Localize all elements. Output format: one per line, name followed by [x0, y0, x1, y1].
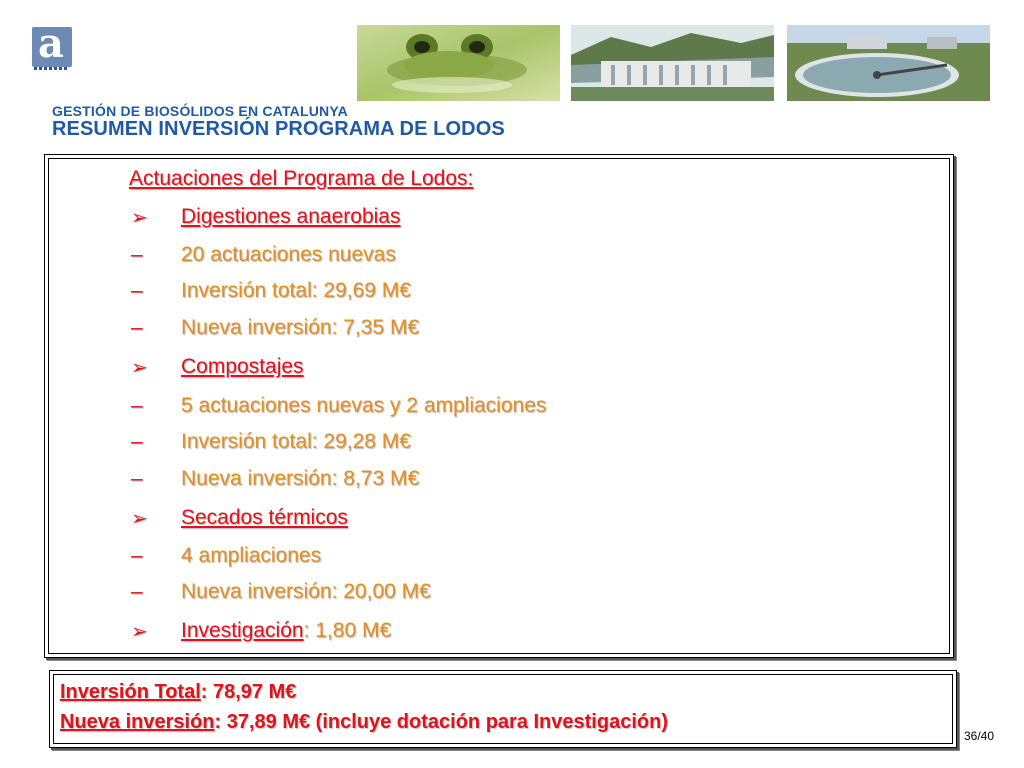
treatment-plant-photo: [787, 25, 990, 101]
section-title: Compostajes: [181, 355, 304, 378]
page-number: 36/40: [963, 729, 994, 743]
section-title: Digestiones anaerobias: [181, 205, 401, 228]
dash-bullet-icon: –: [131, 243, 143, 266]
list-item-text: Inversión total: 29,69 M€: [181, 279, 411, 302]
totals-box: [49, 670, 957, 748]
dash-bullet-icon: –: [131, 279, 143, 302]
slide-title: RESUMEN INVERSIÓN PROGRAMA DE LODOS: [52, 118, 505, 140]
company-logo: [32, 20, 74, 71]
new-investment-line: [60, 711, 668, 734]
section-title: Secados térmicos: [181, 506, 348, 529]
presentation-subtitle: GESTIÓN DE BIOSÓLIDOS EN CATALUNYA: [52, 103, 348, 119]
actions-heading: Actuaciones del Programa de Lodos:: [129, 167, 474, 190]
dam-photo: [571, 25, 774, 101]
arrow-bullet-icon: ➢: [131, 207, 148, 229]
total-investment-line: [60, 681, 296, 704]
investigacion-value: : 1,80 M€: [303, 619, 392, 642]
new-investment-label: Nueva inversión: [60, 711, 215, 733]
arrow-bullet-icon: ➢: [131, 621, 148, 643]
list-item-text: Nueva inversión: 20,00 M€: [181, 580, 431, 603]
list-item-text: 20 actuaciones nuevas: [181, 243, 396, 266]
logo-dots: [34, 67, 74, 71]
program-actions-box: [44, 154, 954, 658]
logo-letter: a: [38, 20, 64, 67]
logo-box: [32, 20, 72, 67]
arrow-bullet-icon: ➢: [131, 508, 148, 530]
list-item-text: Inversión total: 29,28 M€: [181, 430, 411, 453]
total-investment-value: : 78,97 M€: [200, 681, 297, 703]
list-item-text: 5 actuaciones nuevas y 2 ampliaciones: [181, 394, 547, 417]
list-item-text: 4 ampliaciones: [181, 544, 322, 567]
dash-bullet-icon: –: [131, 430, 143, 453]
dash-bullet-icon: –: [131, 316, 143, 339]
dash-bullet-icon: –: [131, 394, 143, 417]
new-investment-value: : 37,89 M€ (incluye dotación para Investigación): [214, 711, 668, 733]
arrow-bullet-icon: ➢: [131, 357, 148, 379]
list-item-text: Nueva inversión: 7,35 M€: [181, 316, 420, 339]
list-item-text: Nueva inversión: 8,73 M€: [181, 467, 420, 490]
total-investment-label: Inversión Total: [60, 681, 201, 703]
dash-bullet-icon: –: [131, 544, 143, 567]
dash-bullet-icon: –: [131, 467, 143, 490]
section-title: Investigación: [181, 619, 304, 642]
frog-photo: [357, 25, 560, 101]
dash-bullet-icon: –: [131, 580, 143, 603]
